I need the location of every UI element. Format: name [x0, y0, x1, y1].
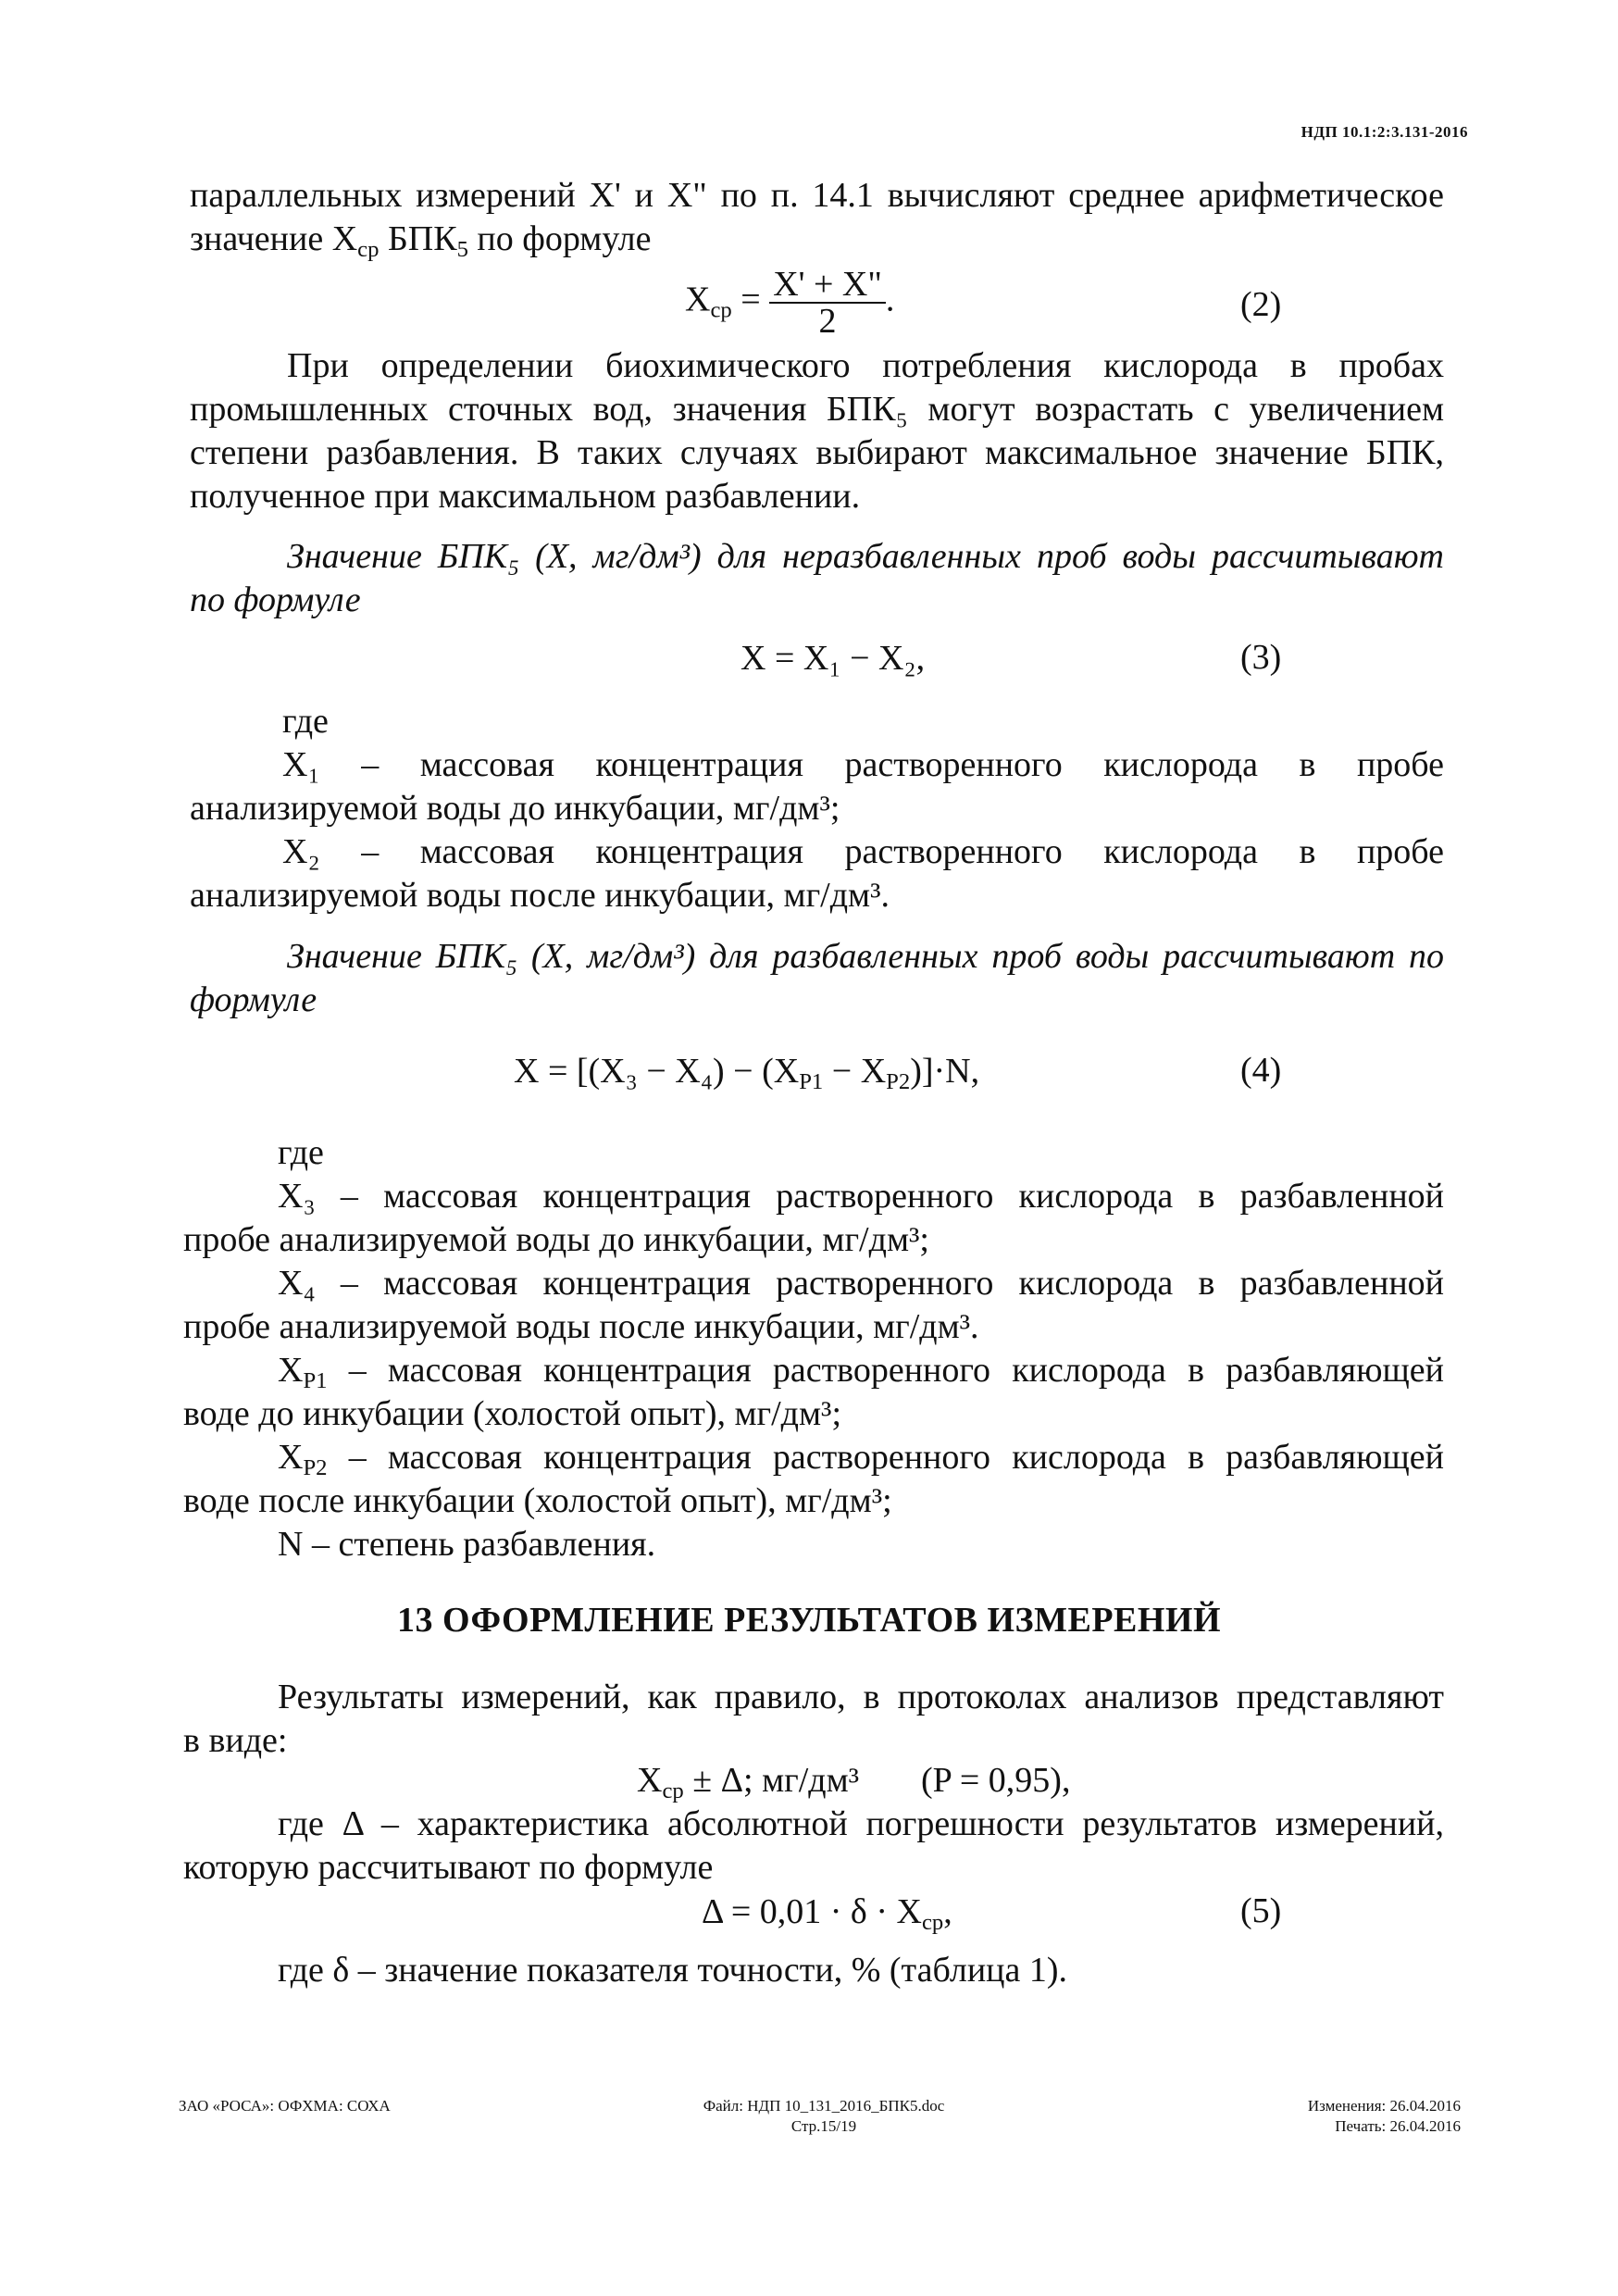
formula-part: ,: [943, 1892, 952, 1931]
paragraph-line: где Δ – характеристика абсолютной погрешности результатов измерений,: [278, 1804, 1444, 1843]
paragraph-line: [190, 218, 652, 260]
definition-line: X₄ – массовая концентрация растворенного кислорода в разбавленной: [278, 1264, 1444, 1303]
equation-number: (2): [1240, 285, 1282, 324]
subscript: ср: [921, 1909, 944, 1935]
text-run: ± Δ; мг/дм³: [683, 1761, 860, 1800]
subscript: ср: [357, 236, 380, 262]
equation-number: (3): [1240, 638, 1282, 677]
subscript: P1: [799, 1068, 824, 1094]
where-label: где: [278, 1133, 324, 1172]
formula-lhs: X: [685, 280, 711, 319]
footer-file: [648, 2096, 1000, 2137]
paragraph-line: формуле: [190, 980, 317, 1019]
paragraph-line: в виде:: [183, 1721, 288, 1760]
definition-line: X₁ – массовая концентрация растворенного кислорода в пробе: [282, 745, 1444, 784]
subscript: P1: [303, 1367, 328, 1393]
text-run: по формуле: [467, 219, 652, 258]
subscript: ср: [662, 1778, 684, 1803]
text-run: – массовая концентрация растворенного кислорода в разбавляющей: [327, 1438, 1444, 1477]
confidence-level: (P = 0,95),: [921, 1761, 1071, 1800]
footer-print-date: Печать: 26.04.2016: [1335, 2117, 1461, 2135]
definition-line: пробе анализируемой воды до инкубации, мг/дм³;: [183, 1220, 929, 1259]
definition-line: N – степень разбавления.: [278, 1525, 656, 1564]
definition-line: X₂ – массовая концентрация растворенного кислорода в пробе: [282, 832, 1444, 871]
where-label: где: [282, 702, 329, 741]
paragraph-line: Значение БПК₅ (X, мг/дм³) для разбавленных проб воды рассчитывают по: [287, 937, 1444, 976]
footer-modified-date: Изменения: 26.04.2016: [1307, 2097, 1461, 2115]
subscript: P2: [303, 1454, 328, 1480]
equals-sign: =: [731, 280, 770, 319]
text-run: X: [278, 1351, 304, 1390]
paragraph-line: степени разбавления. В таких случаях выбирают максимальное значение БПК,: [190, 433, 1444, 472]
formula-4: [514, 1050, 979, 1092]
formula-5: [702, 1890, 952, 1933]
footer-page-number: Стр.15/19: [790, 2117, 857, 2135]
definition-line: пробе анализируемой воды после инкубации, мг/дм³.: [183, 1307, 979, 1346]
formula-tail: .: [885, 280, 895, 319]
paragraph-line: параллельных измерений X' и X" по п. 14.1 вычисляют среднее арифметическое: [190, 176, 1444, 215]
paragraph-line: Значение БПК₅ (X, мг/дм³) для неразбавленных проб воды рассчитывают: [287, 537, 1444, 576]
subscript: ср: [710, 297, 732, 323]
fraction: [769, 267, 886, 339]
definition-line: воде до инкубации (холостой опыт), мг/дм³;: [183, 1394, 841, 1433]
definition-line: воде после инкубации (холостой опыт), мг/дм³;: [183, 1481, 892, 1520]
definition-line: [278, 1349, 1444, 1391]
formula-part: )]·N,: [910, 1052, 980, 1091]
subscript: 5: [456, 236, 468, 262]
paragraph-line: где δ – значение показателя точности, % (таблица 1).: [278, 1951, 1068, 1990]
formula-3: X = X₁ − X₂,: [741, 639, 926, 678]
definition-line: [278, 1436, 1444, 1479]
formula-2: [685, 267, 894, 339]
formula-part: Δ = 0,01 · δ · X: [702, 1892, 922, 1931]
text-run: X: [637, 1761, 663, 1800]
text-run: – массовая концентрация растворенного кислорода в разбавляющей: [327, 1351, 1444, 1390]
paragraph-line: по формуле: [190, 580, 361, 619]
text-run: значение X: [190, 219, 358, 258]
definition-line: анализируемой воды до инкубации, мг/дм³;: [190, 789, 840, 828]
definition-line: X₃ – массовая концентрация растворенного кислорода в разбавленной: [278, 1177, 1444, 1216]
subscript: P2: [886, 1068, 911, 1094]
text-run: X: [278, 1438, 304, 1477]
document-code: НДП 10.1:2:3.131-2016: [1301, 123, 1468, 141]
section-heading: 13 ОФОРМЛЕНИЕ РЕЗУЛЬТАТОВ ИЗМЕРЕНИЙ: [396, 1601, 1222, 1640]
paragraph-line: При определении биохимического потребления кислорода в пробах: [287, 346, 1444, 385]
paragraph-line: промышленных сточных вод, значения БПК₅ могут возрастать с увеличением: [190, 390, 1444, 429]
footer-organization: ЗАО «РОСА»: ОФХМА: СОХА: [179, 2097, 391, 2115]
equation-number: (5): [1240, 1891, 1282, 1930]
definition-line: анализируемой воды после инкубации, мг/дм³.: [190, 876, 890, 915]
numerator: X' + X": [769, 267, 886, 304]
paragraph-line: которую рассчитывают по формуле: [183, 1848, 714, 1887]
denominator: 2: [818, 302, 837, 341]
formula-part: X = [(X₃ − X₄) − (X: [514, 1052, 800, 1091]
text-run: БПК: [379, 219, 457, 258]
formula-part: − X: [823, 1052, 887, 1091]
equation-number: (4): [1240, 1051, 1282, 1090]
result-form: [637, 1759, 859, 1802]
paragraph-line: полученное при максимальном разбавлении.: [190, 477, 861, 516]
footer-filename: Файл: НДП 10_131_2016_БПК5.doc: [703, 2097, 945, 2115]
paragraph-line: Результаты измерений, как правило, в протоколах анализов представляют: [278, 1678, 1444, 1716]
footer-dates: [1308, 2096, 1461, 2137]
